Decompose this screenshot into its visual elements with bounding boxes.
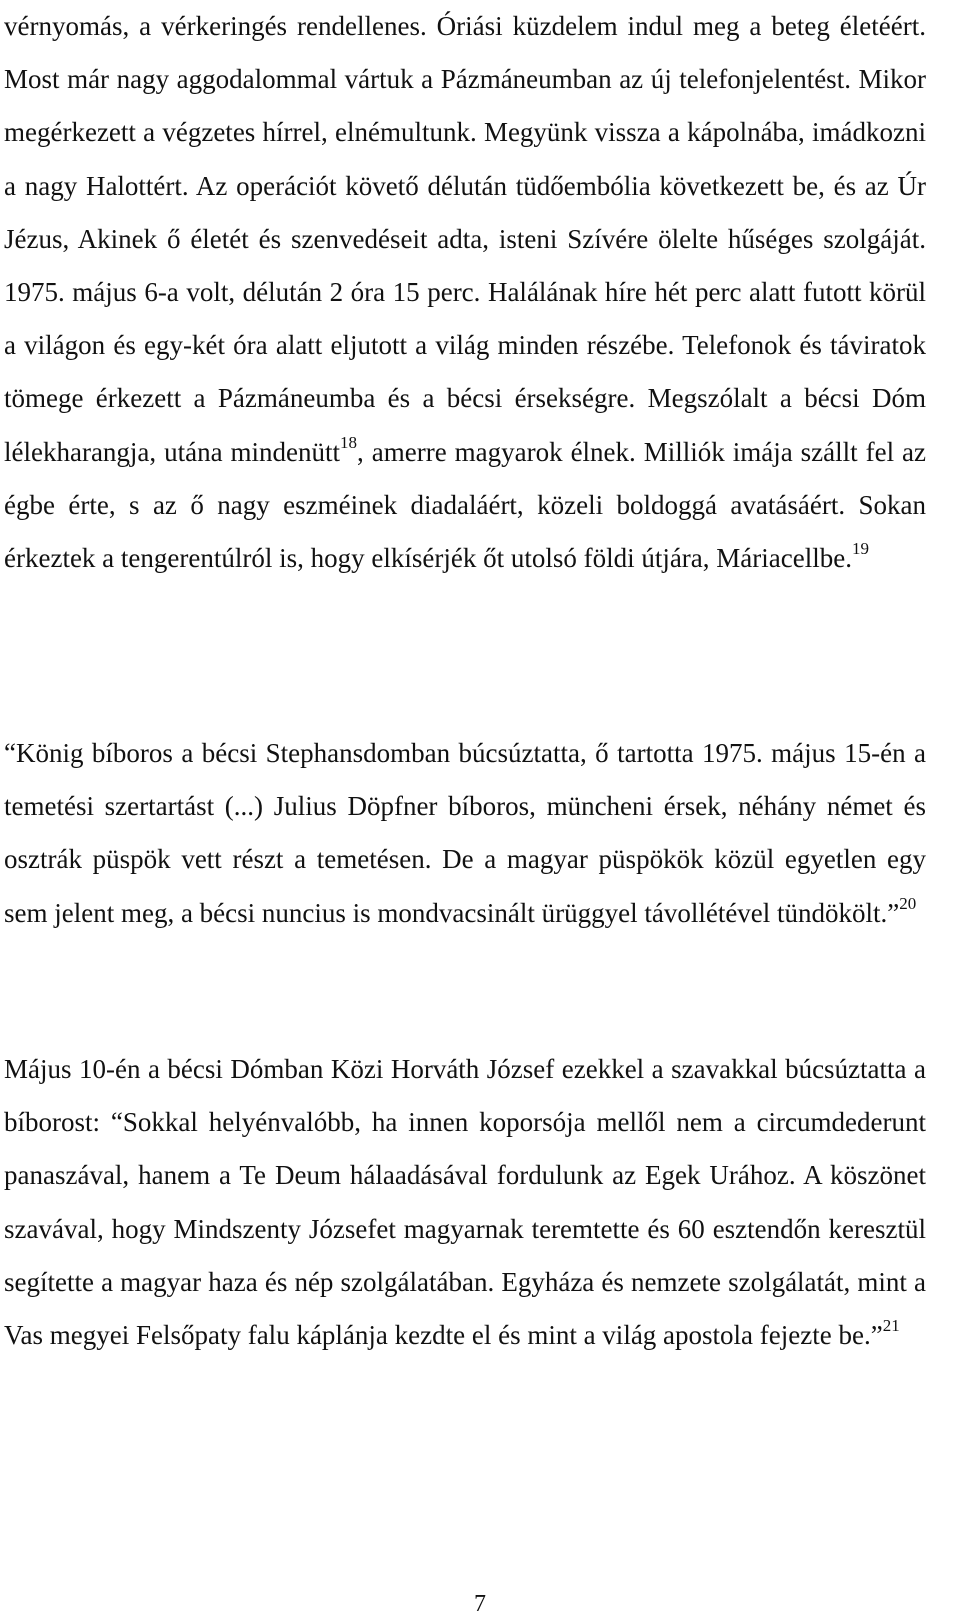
- footnote-ref[interactable]: 20: [899, 893, 917, 913]
- footnote-ref[interactable]: 18: [340, 432, 358, 452]
- paragraph-text: , amerre magyarok élnek. Milliók imája szállt fel az égbe érte, s az ő nagy eszméinek diadaláért, közeli boldoggá avatásáért. Sokan érkeztek a tengerentúlról is, hogy elkísérjék őt utolsó földi útjára, Máriacellbe.: [4, 436, 926, 574]
- paragraph-text: Május 10-én a bécsi Dómban Közi Horváth József ezekkel a szavakkal búcsúztatta a bíborost: “Sokkal helyénvalóbb, ha innen koporsója mellől nem a circumdederunt panaszával, hanem a Te Deum hálaadásával fordulunk az Egek Urához. A köszönet szavával, hogy Mindszenty Józsefet magyarnak teremtette és 60 esztendőn keresztül segítette a magyar haza és nép szolgálatában. Egyháza és nemzete szolgálatát, mint a Vas megyei Felsőpaty falu káplánja kezdte el és mint a világ apostola fejezte be.”: [4, 1054, 926, 1351]
- page-number: 7: [474, 1591, 486, 1617]
- body-paragraph: [4, 1043, 926, 1362]
- footnote-ref[interactable]: 19: [851, 539, 869, 559]
- paragraph-text: vérnyomás, a vérkeringés rendellenes. Óriási küzdelem indul meg a beteg életéért. Most már nagy aggodalommal vártuk a Pázmáneumban az új telefonjelentést. Mikor megérkezett a végzetes hírrel, elnémultunk. Megyünk vissza a kápolnába, imádkozni a nagy Halottért. Az operációt követő délután tüdőembólia következett be, és az Úr Jézus, Akinek ő életét és szenvedéseit adta, isteni Szívére ölelte hűséges szolgáját. 1975. május 6-a volt, délután 2 óra 15 perc. Halálának híre hét perc alatt futott körül a világon és egy-két óra alatt eljutott a világ minden részébe. Telefonok és táviratok tömege érkezett a Pázmáneumba és a bécsi érsekségre. Megszólalt a bécsi Dóm lélekharangja, utána mindenütt: [4, 11, 926, 467]
- body-paragraph: [4, 0, 926, 585]
- footnote-ref[interactable]: 21: [882, 1316, 900, 1336]
- quote-paragraph: [4, 727, 926, 940]
- paragraph-text: “König bíboros a bécsi Stephansdomban búcsúztatta, ő tartotta 1975. május 15-én a temetési szertartást (...) Julius Döpfner bíboros, müncheni érsek, néhány német és osztrák püspök vett részt a temetésen. De a magyar püspökök közül egyetlen egy sem jelent meg, a bécsi nuncius is mondvacsinált ürüggyel távollétével tündökölt.”: [4, 738, 926, 928]
